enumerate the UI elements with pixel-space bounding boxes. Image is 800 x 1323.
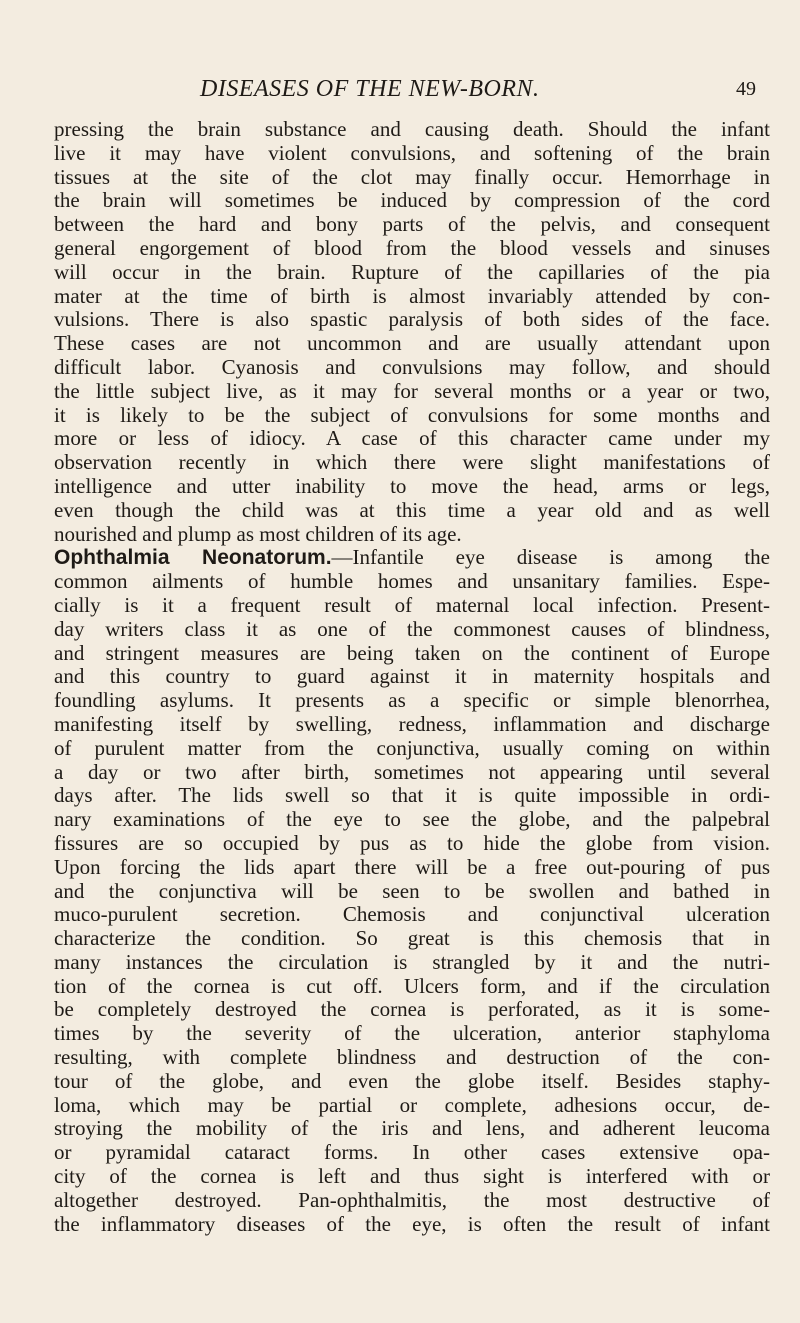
text-line: and the conjunctiva will be seen to be swollen and bathed in: [54, 878, 770, 903]
text-line: loma, which may be partial or complete, adhesions occur, de-: [54, 1092, 770, 1117]
text-line: difficult labor. Cyanosis and convulsions may follow, and should: [54, 354, 770, 379]
text-line: be completely destroyed the cornea is perforated, as it is some-: [54, 997, 770, 1022]
section-heading: Ophthalmia Neonatorum.: [54, 546, 332, 570]
text-line: city of the cornea is left and thus sight is interfered with or: [54, 1164, 770, 1189]
text-line: Upon forcing the lids apart there will be a free out-pouring of pus: [54, 854, 770, 879]
text-line: tour of the globe, and even the globe itself. Besides staphy-: [54, 1068, 770, 1093]
text-line: intelligence and utter inability to move the head, arms or legs,: [54, 473, 770, 498]
text-line: or pyramidal cataract forms. In other cases extensive opa-: [54, 1140, 770, 1165]
text-line: tion of the cornea is cut off. Ulcers form, and if the circulation: [54, 973, 770, 998]
text-line: tissues at the site of the clot may finally occur. Hemorrhage in: [54, 164, 770, 189]
text-line: a day or two after birth, sometimes not appearing until several: [54, 759, 770, 784]
text-line: altogether destroyed. Pan-ophthalmitis, the most destructive of: [54, 1187, 770, 1212]
text-line: will occur in the brain. Rupture of the capillaries of the pia: [54, 259, 770, 284]
running-head: DISEASES OF THE NEW-BORN.: [200, 76, 540, 102]
text-line: the little subject live, as it may for several months or a year or two,: [54, 378, 770, 403]
text-line: the inflammatory diseases of the eye, is often the result of infant: [54, 1211, 770, 1236]
text-line: general engorgement of blood from the blood vessels and sinuses: [54, 235, 770, 260]
text-line: characterize the condition. So great is this chemosis that in: [54, 926, 770, 951]
text-line: more or less of idiocy. A case of this character came under my: [54, 426, 770, 451]
text-line: fissures are so occupied by pus as to hide the globe from vision.: [54, 830, 770, 855]
text-line: muco-purulent secretion. Chemosis and conjunctival ulceration: [54, 902, 770, 927]
text-line: observation recently in which there were slight manifestations of: [54, 450, 770, 475]
text-line: live it may have violent convulsions, and softening of the brain: [54, 140, 770, 165]
text-line: it is likely to be the subject of convulsions for some months and: [54, 402, 770, 427]
text-line: nary examinations of the eye to see the globe, and the palpebral: [54, 807, 770, 832]
text-line: mater at the time of birth is almost invariably attended by con-: [54, 283, 770, 308]
heading-line: [54, 546, 770, 570]
text-line: many instances the circulation is strangled by it and the nutri-: [54, 949, 770, 974]
text-line: common ailments of humble homes and unsanitary families. Espe-: [54, 569, 770, 594]
text-line: even though the child was at this time a year old and as well: [54, 497, 770, 522]
page-number: 49: [736, 78, 756, 100]
text-line: pressing the brain substance and causing death. Should the infant: [54, 117, 770, 141]
text-line: stroying the mobility of the iris and lens, and adherent leucoma: [54, 1116, 770, 1141]
text-line: foundling asylums. It presents as a specific or simple blenorrhea,: [54, 688, 770, 713]
text-line: cially is it a frequent result of maternal local infection. Present-: [54, 592, 770, 617]
heading-continuation: —Infantile eye disease is among the: [331, 545, 770, 570]
text-line: and stringent measures are being taken on the continent of Europe: [54, 640, 770, 665]
text-line: day writers class it as one of the commonest causes of blindness,: [54, 616, 770, 641]
text-line: between the hard and bony parts of the pelvis, and consequent: [54, 212, 770, 237]
text-line: resulting, with complete blindness and destruction of the con-: [54, 1045, 770, 1070]
text-line: These cases are not uncommon and are usually attendant upon: [54, 331, 770, 356]
text-line: vulsions. There is also spastic paralysis of both sides of the face.: [54, 307, 770, 332]
text-line: and this country to guard against it in maternity hospitals and: [54, 664, 770, 689]
text-line: the brain will sometimes be induced by compression of the cord: [54, 188, 770, 213]
text-line: days after. The lids swell so that it is quite impossible in ordi-: [54, 783, 770, 808]
text-line: of purulent matter from the conjunctiva, usually coming on within: [54, 735, 770, 760]
text-line: times by the severity of the ulceration, anterior staphyloma: [54, 1021, 770, 1046]
text-line: manifesting itself by swelling, redness, inflammation and discharge: [54, 711, 770, 736]
paragraph-1: [54, 118, 770, 546]
text-line: nourished and plump as most children of its age.: [54, 521, 462, 546]
paragraph-2: [54, 546, 770, 1236]
body-text: [54, 118, 770, 1236]
